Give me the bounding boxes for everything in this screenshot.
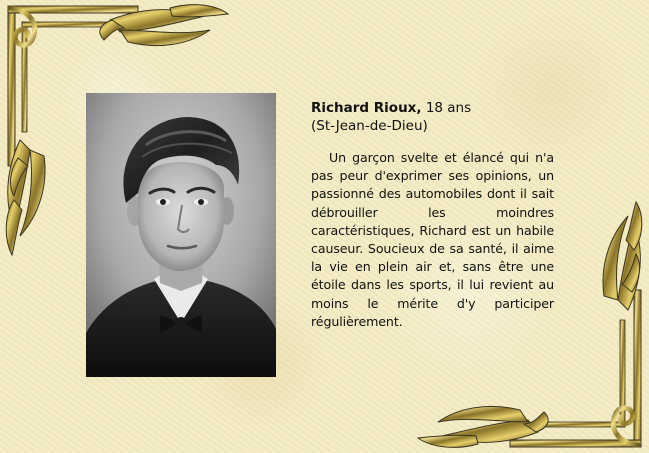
profile-text — [311, 99, 554, 331]
person-age: 18 ans — [425, 100, 472, 116]
person-bio: Un garçon svelte et élancé qui n'a pas peur d'exprimer ses opinions, un passionné des automobiles dont il sait débrouiller les moindres caractéristiques, Richard est un habile causeur. Soucieux de sa santé, il aime la vie en plein air et, sans être une étoile dans les sports, il lui revient au moins le mérite d'y participer régulièrement. — [311, 150, 554, 329]
name-line — [311, 99, 554, 117]
portrait-photo — [86, 93, 276, 377]
person-location: (St-Jean-de-Dieu) — [311, 118, 428, 134]
person-name: Richard Rioux, — [311, 100, 422, 116]
portrait-image — [86, 93, 276, 377]
